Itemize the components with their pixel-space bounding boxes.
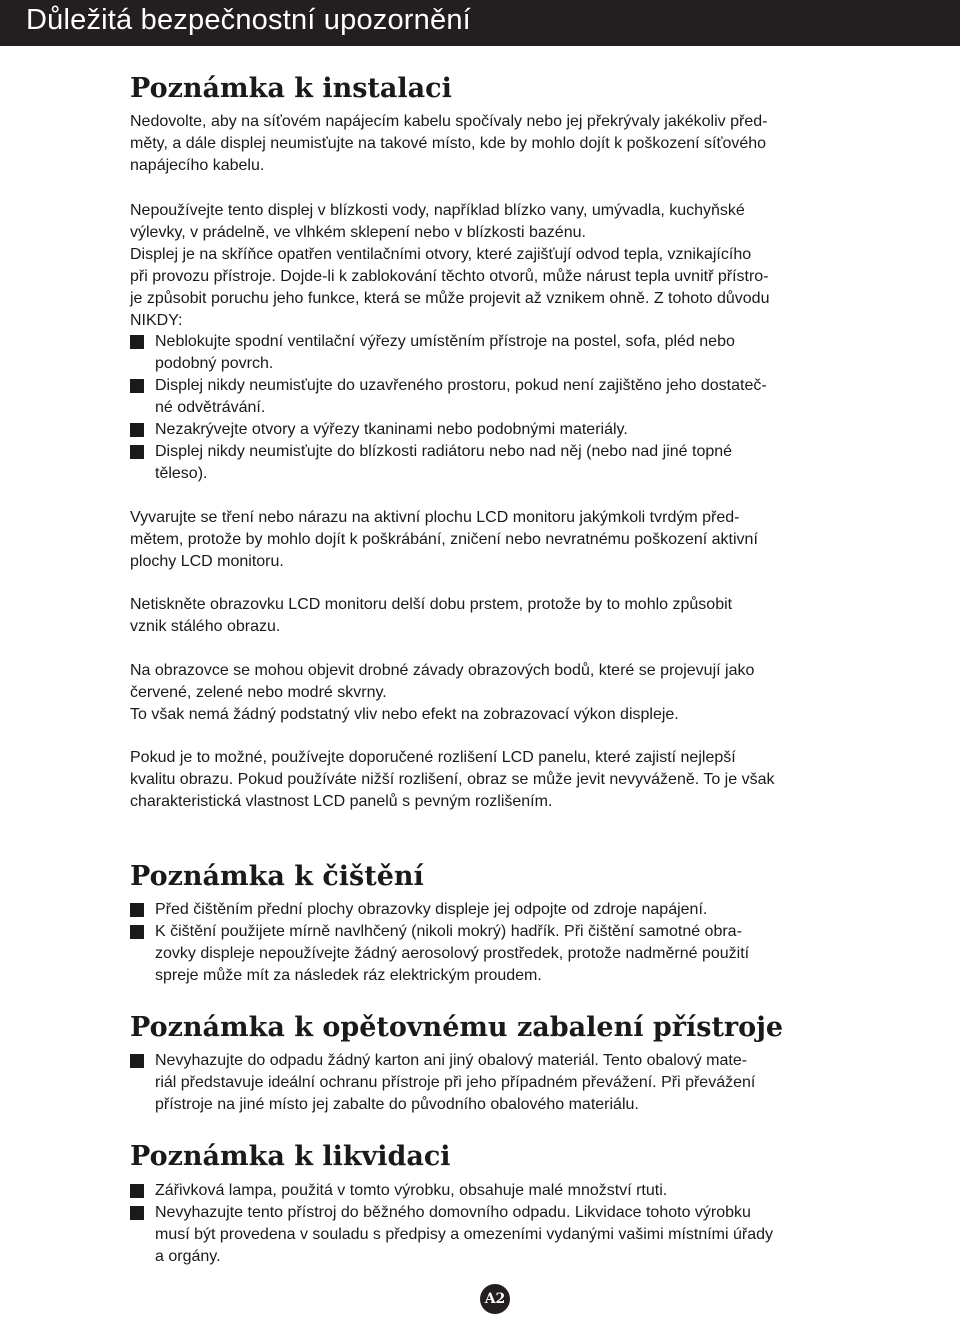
text-line: přístroje na jiné místo jej zabalte do původního obalového materiálu.: [155, 1096, 639, 1113]
text-line: charakteristická vlastnost LCD panelů s pevným rozlišením.: [130, 793, 553, 810]
installation-paragraph-3: [130, 507, 845, 573]
bullet-square-icon: [130, 379, 144, 393]
text-line: kvalitu obrazu. Pokud používáte nižší rozlišení, obraz se může jevit nevyváženě. To je však: [130, 771, 775, 788]
installation-paragraph-5: [130, 660, 845, 726]
text-line: riál představuje ideální ochranu přístroje při jeho případném převážení. Při převážení: [155, 1074, 756, 1091]
text-line: Nedovolte, aby na síťovém napájecím kabelu spočívaly nebo jej překrývaly jakékoliv před-: [130, 113, 768, 130]
text-line: výlevky, v prádelně, ve vlhkém sklepení nebo v blízkosti bazénu.: [130, 224, 586, 241]
text-line: napájecího kabelu.: [130, 157, 265, 174]
text-line: Displej nikdy neumisťujte do uzavřeného prostoru, pokud není zajištěno jeho dostateč-: [155, 377, 767, 394]
text-line: musí být provedena v souladu s předpisy a omezeními vydanými vašimi místními úřady: [155, 1226, 774, 1243]
text-line: Nevyhazujte tento přístroj do běžného domovního odpadu. Likvidace tohoto výrobku: [155, 1204, 751, 1221]
bullet-square-icon: [130, 1206, 144, 1220]
heading-disposal: Poznámka k likvidaci: [130, 1141, 451, 1172]
text-line: při provozu přístroje. Dojde-li k zablokování těchto otvorů, může nárust tepla uvnitř přístro-: [130, 268, 769, 285]
text-line: a orgány.: [155, 1248, 221, 1265]
text-line: né odvětrávání.: [155, 399, 266, 416]
text-line: plochy LCD monitoru.: [130, 553, 284, 570]
page-title: Důležitá bezpečnostní upozornění: [26, 4, 471, 36]
heading-repacking: Poznámka k opětovnému zabalení přístroje: [130, 1012, 784, 1043]
text-line: červené, zelené nebo modré skvrny.: [130, 684, 387, 701]
installation-paragraph-2: [130, 200, 845, 332]
bullet-square-icon: [130, 335, 144, 349]
text-line: vznik stálého obrazu.: [130, 618, 281, 635]
text-line: Pokud je to možné, používejte doporučené rozlišení LCD panelu, které zajistí nejlepší: [130, 749, 736, 766]
text-line: Vyvarujte se tření nebo nárazu na aktivní plochu LCD monitoru jakýmkoli tvrdým před-: [130, 509, 740, 526]
text-line: To však nemá žádný podstatný vliv nebo efekt na zobrazovací výkon displeje.: [130, 706, 679, 723]
text-line: měty, a dále displej neumisťujte na takové místo, kde by mohlo dojít k poškození síťového: [130, 135, 767, 152]
text-line: Displej nikdy neumisťujte do blízkosti radiátoru nebo nad něj (nebo nad jiné topné: [155, 443, 733, 460]
text-line: K čištění použijete mírně navlhčený (nikoli mokrý) hadřík. Při čištění samotné obra-: [155, 923, 742, 940]
text-line: Zářivková lampa, použitá v tomto výrobku, obsahuje malé množství rtuti.: [155, 1182, 668, 1199]
text-line: Displej je na skříňce opatřen ventilačními otvory, které zajišťují odvod tepla, vznikajícího: [130, 246, 752, 263]
text-line: Nevyhazujte do odpadu žádný karton ani jiný obalový materiál. Tento obalový mate-: [155, 1052, 748, 1069]
text-line: Netiskněte obrazovku LCD monitoru delší dobu prstem, protože by to mohlo způsobit: [130, 596, 733, 613]
text-line: NIKDY:: [130, 312, 183, 329]
text-line: Neblokujte spodní ventilační výřezy umístěním přístroje na postel, sofa, pléd nebo: [155, 333, 735, 350]
text-line: Nepoužívejte tento displej v blízkosti vody, například blízko vany, umývadla, kuchyňské: [130, 202, 745, 219]
text-line: zovky displeje nepoužívejte žádný aerosolový prostředek, protože nadměrné použití: [155, 945, 750, 962]
header-bar: [0, 0, 960, 46]
bullet-square-icon: [130, 1054, 144, 1068]
bullet-square-icon: [130, 903, 144, 917]
installation-paragraph-1: [130, 111, 845, 177]
bullet-square-icon: [130, 445, 144, 459]
text-line: Na obrazovce se mohou objevit drobné závady obrazových bodů, které se projevují jako: [130, 662, 755, 679]
page-number-badge: A2: [480, 1284, 510, 1314]
text-line: mětem, protože by mohlo dojít k poškrábání, zničení nebo nevratnému poškození aktivní: [130, 531, 758, 548]
bullet-square-icon: [130, 423, 144, 437]
text-line: spreje může mít za následek ráz elektrickým proudem.: [155, 967, 542, 984]
bullet-square-icon: [130, 1184, 144, 1198]
installation-paragraph-6: [130, 747, 845, 813]
text-line: Před čištěním přední plochy obrazovky displeje jej odpojte od zdroje napájení.: [155, 901, 708, 918]
text-line: je způsobit poruchu jeho funkce, která se může projevit až vznikem ohně. Z tohoto důvodu: [130, 290, 770, 307]
text-line: Nezakrývejte otvory a výřezy tkaninami nebo podobnými materiály.: [155, 421, 628, 438]
text-line: podobný povrch.: [155, 355, 274, 372]
installation-paragraph-4: [130, 594, 845, 638]
text-line: těleso).: [155, 465, 208, 482]
heading-cleaning: Poznámka k čištění: [130, 861, 424, 892]
heading-installation: Poznámka k instalaci: [130, 73, 452, 104]
bullet-square-icon: [130, 925, 144, 939]
